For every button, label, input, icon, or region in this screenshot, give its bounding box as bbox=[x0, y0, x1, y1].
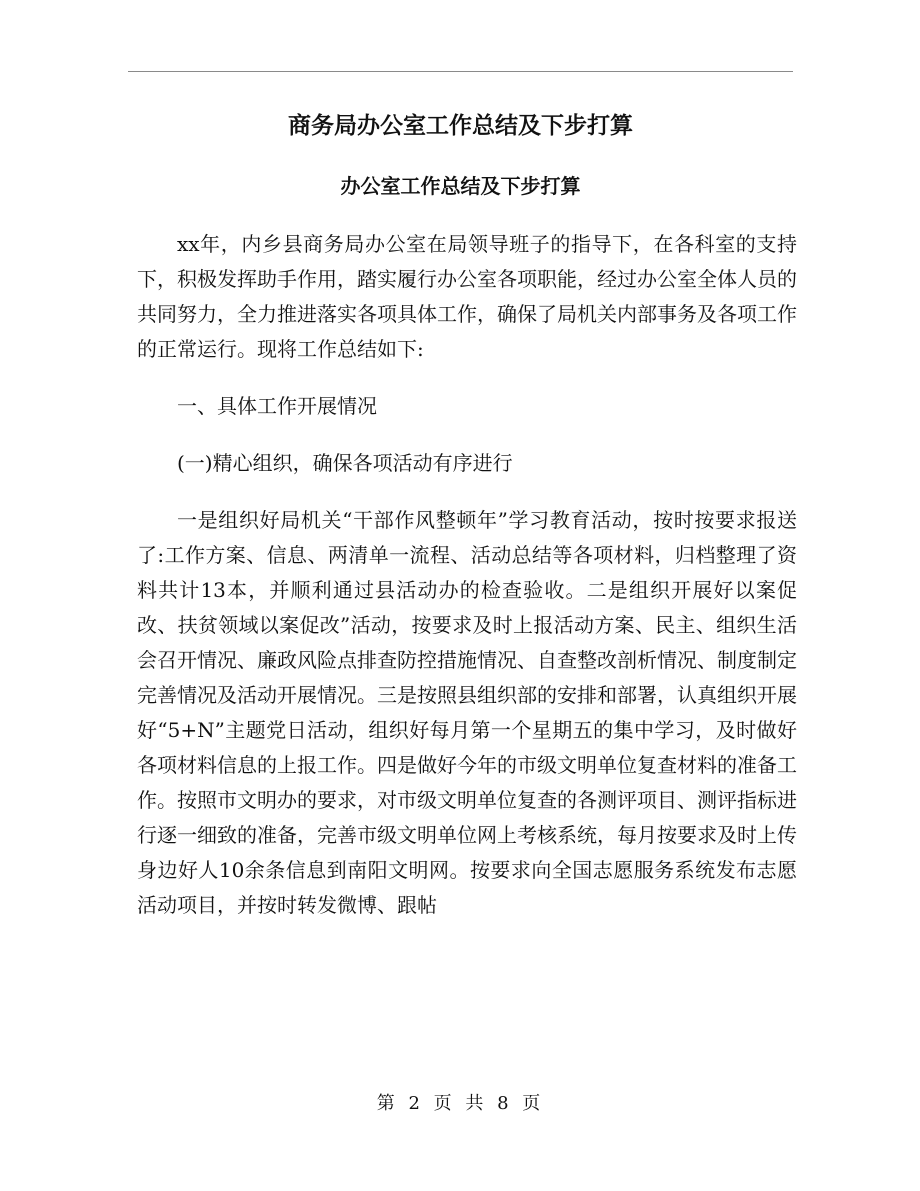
document-title: 商务局办公室工作总结及下步打算 bbox=[288, 112, 633, 139]
header-rule bbox=[128, 71, 793, 72]
body-paragraph-1: 一是组织好局机关“干部作风整顿年”学习教育活动，按时按要求报送了:工作方案、信息、两清单一流程、活动总结等各项材料，归档整理了资料共计13本，并顺利通过县活动办的检查验收。二是组织开展好以案促改、扶贫领域以案促改”活动，按要求及时上报活动方案、民主、组织生活会召开情况、廉政风险点排查防控措施情况、自查整改剖析情况、制度制定完善情况及活动开展情况。三是按照县组织部的安排和部署，认真组织开展好“5+N”主题党日活动，组织好每月第一个星期五的集中学习，及时做好各项材料信息的上报工作。四是做好今年的市级文明单位复查材料的准备工作。按照市文明办的要求，对市级文明单位复查的各测评项目、测评指标进行逐一细致的准备，完善市级文明单位网上考核系统，每月按要求及时上传身边好人10余条信息到南阳文明网。按要求向全国志愿服务系统发布志愿活动项目，并按时转发微博、跟帖 bbox=[137, 508, 797, 917]
page-number: 第 2 页 共 8 页 bbox=[376, 1093, 545, 1114]
intro-paragraph: xx年，内乡县商务局办公室在局领导班子的指导下，在各科室的支持下，积极发挥助手作用，踏实履行办公室各项职能，经过办公室全体人员的共同努力，全力推进落实各项具体工作，确保了局机关内部事务及各项工作的正常运行。现将工作总结如下: bbox=[137, 232, 797, 361]
section-heading-1: 一、具体工作开展情况 bbox=[177, 394, 377, 418]
document-body bbox=[137, 227, 797, 923]
document-subtitle: 办公室工作总结及下步打算 bbox=[340, 174, 581, 198]
subsection-heading-1: (一)精心组织，确保各项活动有序进行 bbox=[177, 451, 513, 475]
